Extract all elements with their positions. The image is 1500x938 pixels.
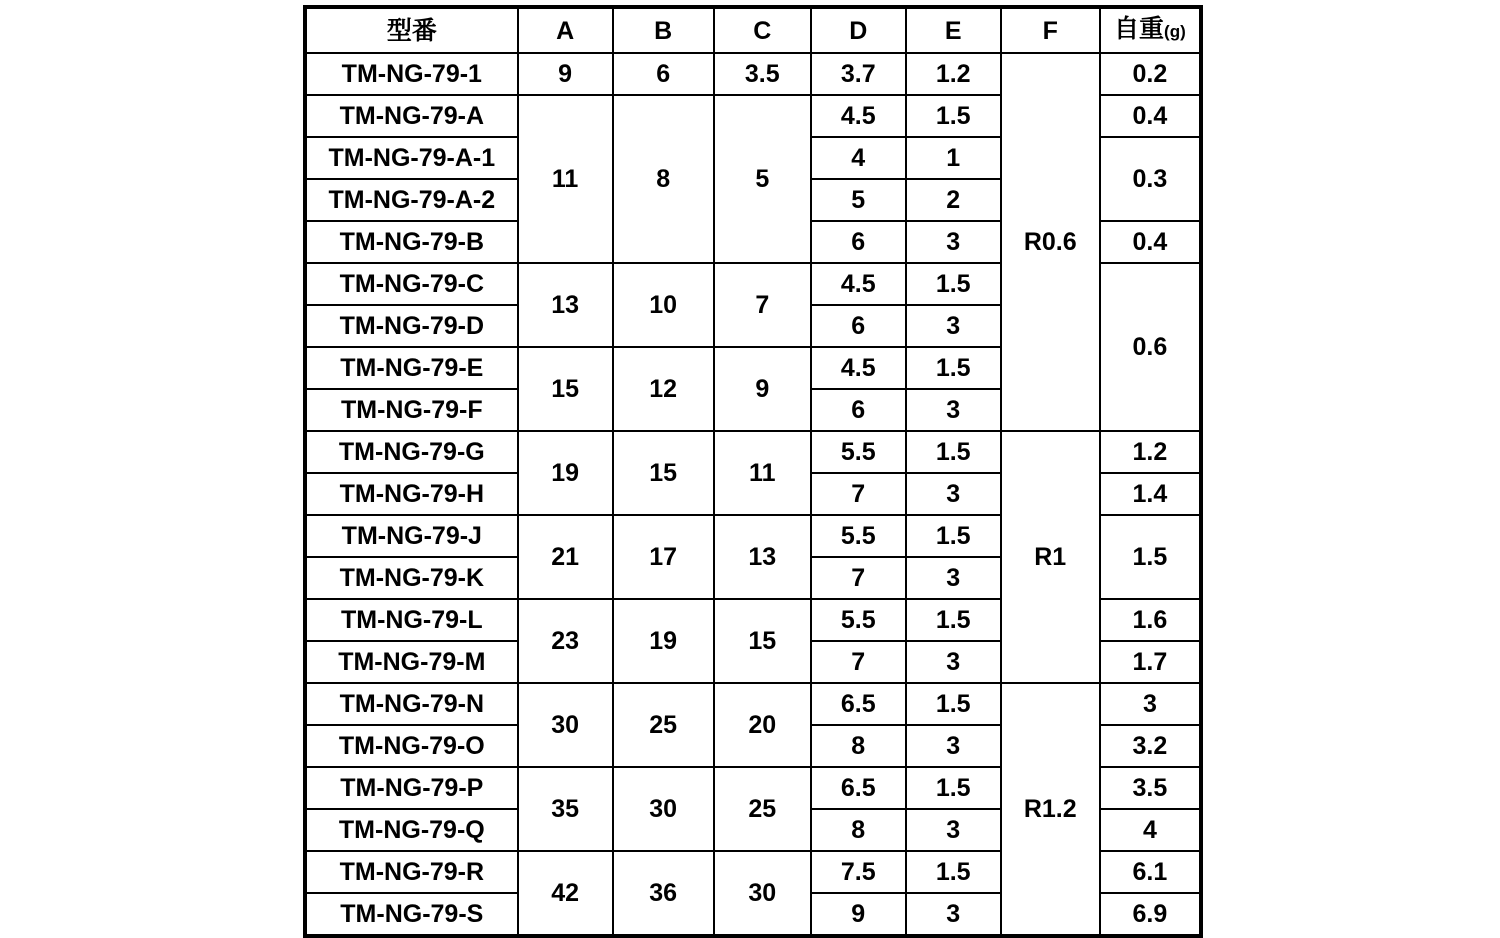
cell-f: R0.6 <box>1001 53 1100 431</box>
column-header-weight <box>1100 7 1201 53</box>
cell-model: TM-NG-79-R <box>305 851 518 893</box>
cell-e: 1 <box>906 137 1001 179</box>
cell-a: 19 <box>518 431 613 515</box>
cell-e: 3 <box>906 305 1001 347</box>
cell-e: 3 <box>906 893 1001 936</box>
cell-d: 5 <box>811 179 906 221</box>
cell-d: 6 <box>811 221 906 263</box>
cell-d: 8 <box>811 725 906 767</box>
table-header <box>305 7 1201 53</box>
cell-weight: 3 <box>1100 683 1201 725</box>
spec-table-container <box>303 5 1203 938</box>
column-header-a: A <box>518 7 613 53</box>
cell-model: TM-NG-79-S <box>305 893 518 936</box>
cell-a: 21 <box>518 515 613 599</box>
cell-d: 7 <box>811 641 906 683</box>
cell-e: 1.5 <box>906 347 1001 389</box>
cell-a: 35 <box>518 767 613 851</box>
cell-c: 5 <box>714 95 811 263</box>
table-row <box>305 431 1201 473</box>
cell-weight: 1.6 <box>1100 599 1201 641</box>
cell-model: TM-NG-79-M <box>305 641 518 683</box>
weight-label: 自重 <box>1114 15 1165 43</box>
cell-model: TM-NG-79-Q <box>305 809 518 851</box>
cell-d: 5.5 <box>811 431 906 473</box>
cell-weight: 0.2 <box>1100 53 1201 95</box>
cell-e: 1.5 <box>906 599 1001 641</box>
cell-model: TM-NG-79-E <box>305 347 518 389</box>
cell-f: R1.2 <box>1001 683 1100 936</box>
cell-c: 15 <box>714 599 811 683</box>
specification-table <box>303 5 1203 938</box>
cell-weight: 3.2 <box>1100 725 1201 767</box>
table-row <box>305 683 1201 725</box>
cell-b: 10 <box>613 263 714 347</box>
cell-e: 1.5 <box>906 851 1001 893</box>
cell-e: 3 <box>906 473 1001 515</box>
cell-d: 7.5 <box>811 851 906 893</box>
cell-model: TM-NG-79-B <box>305 221 518 263</box>
cell-a: 9 <box>518 53 613 95</box>
cell-d: 7 <box>811 473 906 515</box>
cell-weight: 1.2 <box>1100 431 1201 473</box>
cell-d: 3.7 <box>811 53 906 95</box>
cell-b: 17 <box>613 515 714 599</box>
cell-d: 4.5 <box>811 263 906 305</box>
cell-d: 5.5 <box>811 599 906 641</box>
cell-model: TM-NG-79-D <box>305 305 518 347</box>
cell-d: 7 <box>811 557 906 599</box>
cell-weight: 6.1 <box>1100 851 1201 893</box>
cell-d: 6.5 <box>811 767 906 809</box>
cell-weight: 1.5 <box>1100 515 1201 599</box>
cell-d: 6.5 <box>811 683 906 725</box>
cell-weight: 0.4 <box>1100 221 1201 263</box>
cell-c: 25 <box>714 767 811 851</box>
cell-a: 42 <box>518 851 613 936</box>
cell-d: 8 <box>811 809 906 851</box>
cell-c: 3.5 <box>714 53 811 95</box>
table-row <box>305 53 1201 95</box>
cell-model: TM-NG-79-C <box>305 263 518 305</box>
cell-d: 4.5 <box>811 95 906 137</box>
column-header-b: B <box>613 7 714 53</box>
cell-c: 30 <box>714 851 811 936</box>
cell-e: 1.5 <box>906 515 1001 557</box>
cell-e: 3 <box>906 389 1001 431</box>
cell-model: TM-NG-79-A-2 <box>305 179 518 221</box>
cell-b: 25 <box>613 683 714 767</box>
cell-c: 13 <box>714 515 811 599</box>
cell-model: TM-NG-79-O <box>305 725 518 767</box>
cell-d: 4 <box>811 137 906 179</box>
cell-a: 15 <box>518 347 613 431</box>
cell-c: 9 <box>714 347 811 431</box>
cell-model: TM-NG-79-G <box>305 431 518 473</box>
cell-e: 1.5 <box>906 431 1001 473</box>
cell-a: 13 <box>518 263 613 347</box>
cell-weight: 0.6 <box>1100 263 1201 431</box>
cell-weight: 1.7 <box>1100 641 1201 683</box>
cell-weight: 4 <box>1100 809 1201 851</box>
cell-a: 30 <box>518 683 613 767</box>
cell-b: 8 <box>613 95 714 263</box>
cell-e: 1.5 <box>906 263 1001 305</box>
cell-weight: 3.5 <box>1100 767 1201 809</box>
table-body <box>305 53 1201 936</box>
cell-e: 3 <box>906 641 1001 683</box>
cell-weight: 6.9 <box>1100 893 1201 936</box>
column-header-c: C <box>714 7 811 53</box>
cell-e: 1.5 <box>906 95 1001 137</box>
cell-b: 19 <box>613 599 714 683</box>
cell-e: 2 <box>906 179 1001 221</box>
cell-weight: 1.4 <box>1100 473 1201 515</box>
cell-e: 3 <box>906 725 1001 767</box>
column-header-f: F <box>1001 7 1100 53</box>
cell-model: TM-NG-79-1 <box>305 53 518 95</box>
cell-model: TM-NG-79-H <box>305 473 518 515</box>
cell-f: R1 <box>1001 431 1100 683</box>
cell-d: 6 <box>811 305 906 347</box>
cell-c: 20 <box>714 683 811 767</box>
cell-d: 5.5 <box>811 515 906 557</box>
cell-model: TM-NG-79-N <box>305 683 518 725</box>
cell-b: 12 <box>613 347 714 431</box>
cell-e: 3 <box>906 221 1001 263</box>
cell-model: TM-NG-79-A-1 <box>305 137 518 179</box>
cell-model: TM-NG-79-F <box>305 389 518 431</box>
cell-e: 1.5 <box>906 767 1001 809</box>
cell-b: 30 <box>613 767 714 851</box>
cell-model: TM-NG-79-P <box>305 767 518 809</box>
cell-d: 9 <box>811 893 906 936</box>
column-header-d: D <box>811 7 906 53</box>
cell-e: 3 <box>906 557 1001 599</box>
cell-e: 1.5 <box>906 683 1001 725</box>
cell-b: 36 <box>613 851 714 936</box>
cell-b: 6 <box>613 53 714 95</box>
column-header-model: 型番 <box>305 7 518 53</box>
cell-a: 11 <box>518 95 613 263</box>
cell-e: 3 <box>906 809 1001 851</box>
column-header-e: E <box>906 7 1001 53</box>
cell-c: 7 <box>714 263 811 347</box>
cell-d: 4.5 <box>811 347 906 389</box>
cell-a: 23 <box>518 599 613 683</box>
cell-model: TM-NG-79-L <box>305 599 518 641</box>
cell-e: 1.2 <box>906 53 1001 95</box>
cell-model: TM-NG-79-K <box>305 557 518 599</box>
cell-weight: 0.3 <box>1100 137 1201 221</box>
cell-model: TM-NG-79-A <box>305 95 518 137</box>
cell-d: 6 <box>811 389 906 431</box>
cell-b: 15 <box>613 431 714 515</box>
weight-unit: (g) <box>1164 22 1186 41</box>
header-row <box>305 7 1201 53</box>
cell-weight: 0.4 <box>1100 95 1201 137</box>
cell-c: 11 <box>714 431 811 515</box>
cell-model: TM-NG-79-J <box>305 515 518 557</box>
